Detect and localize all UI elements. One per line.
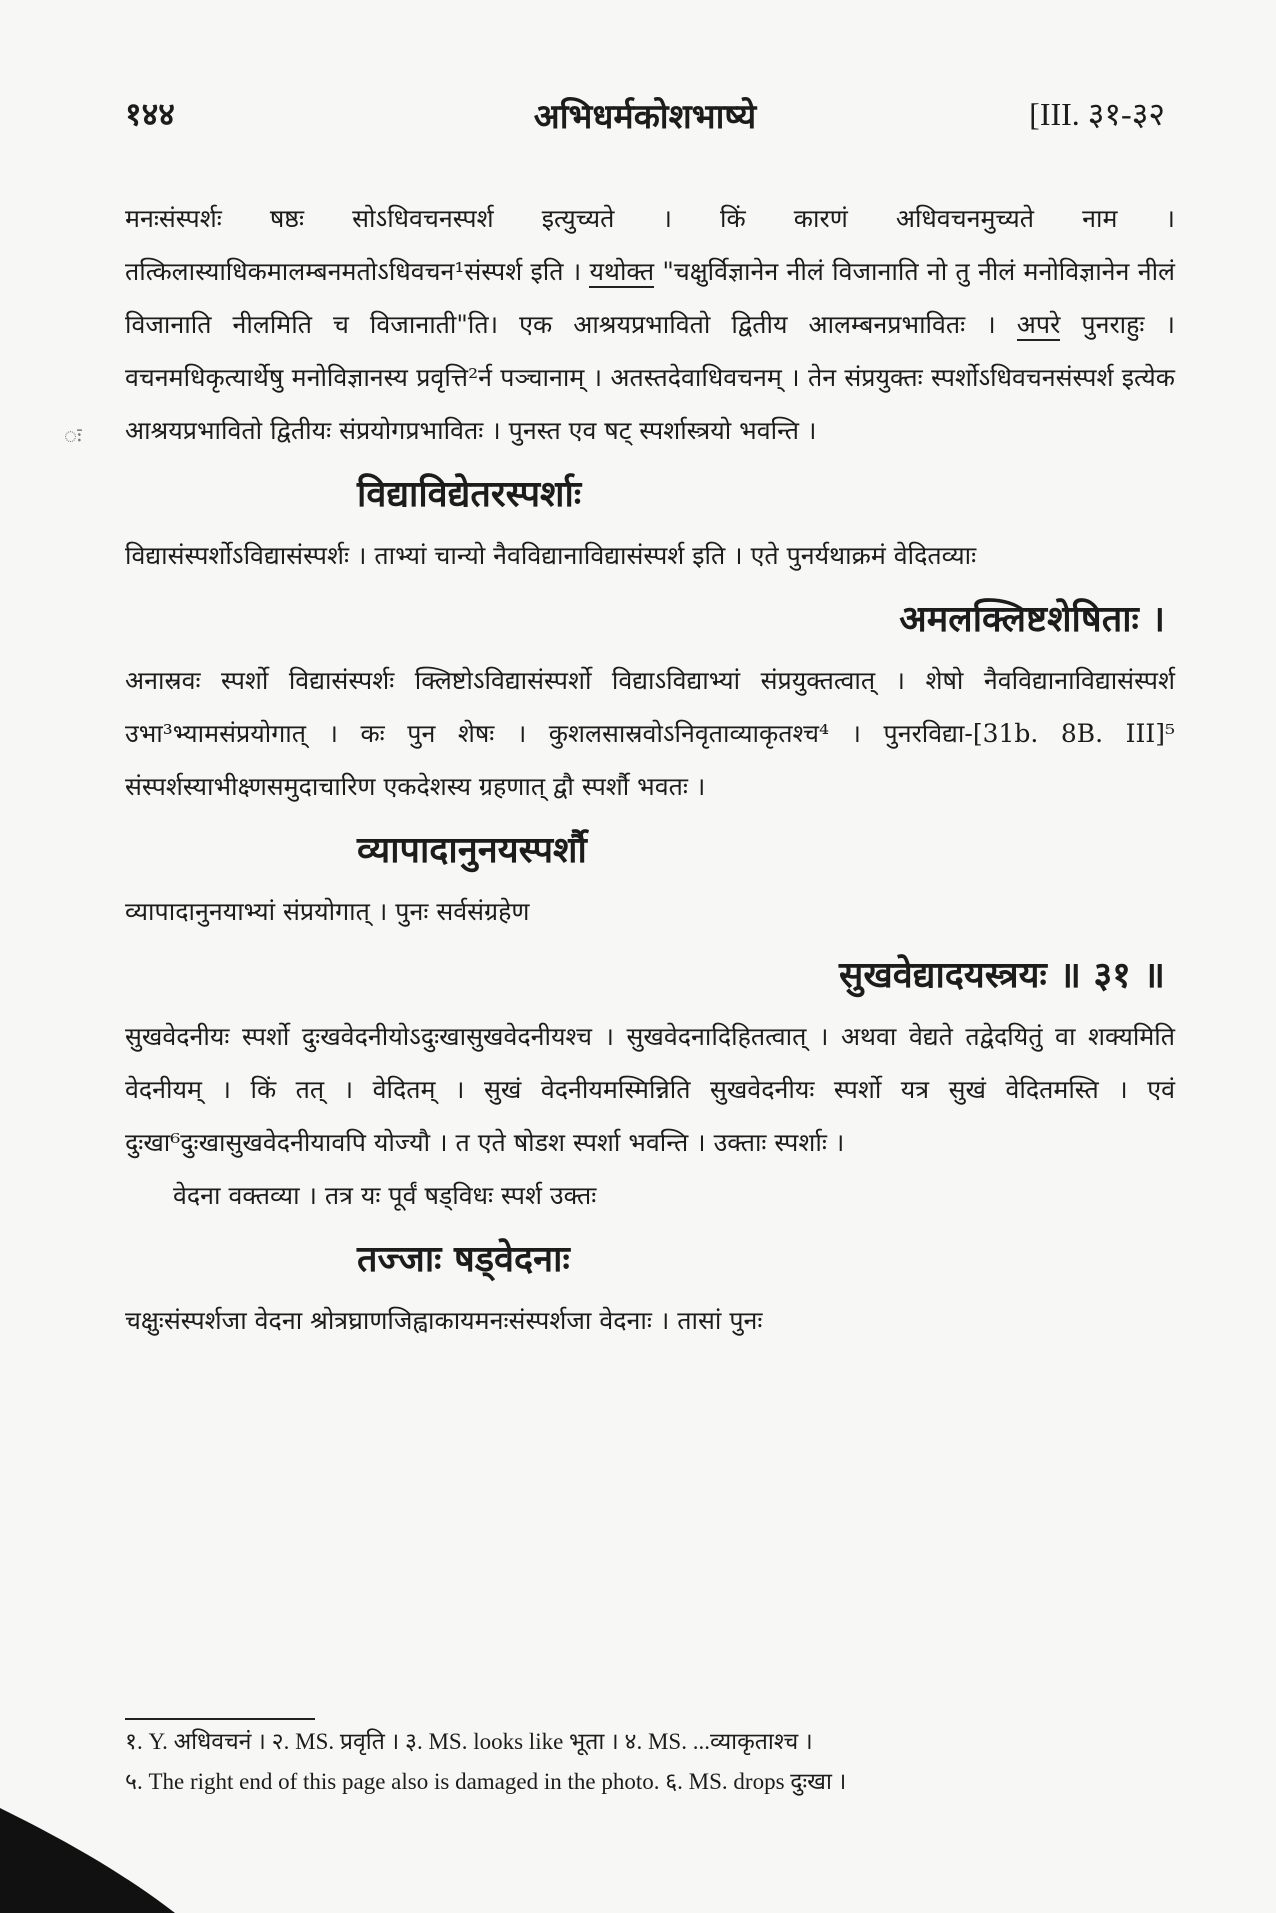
page-damage-shadow [0, 1808, 200, 1913]
verse-heading-1: विद्याविद्येतरस्पर्शाः [357, 473, 582, 515]
paragraph-1 [125, 192, 1175, 457]
verse-heading-2: अमलक्लिष्टशेषिताः । [899, 598, 1165, 640]
verse-heading-4: सुखवेद्यादयस्त्रयः ॥ ३१ ॥ [839, 954, 1165, 996]
paragraph-2: विद्यासंस्पर्शोऽविद्यासंस्पर्शः । ताभ्यां चान्यो नैवविद्यानाविद्यासंस्पर्श इति । एते पुनर्यथाक्रमं वेदितव्याः [125, 541, 977, 570]
footnote-line-1: १. Y. अधिवचनं । २. MS. प्रवृति । ३. MS. looks like भूता । ४. MS. ...व्याकृताश्च । [125, 1729, 813, 1754]
paragraph-1-part-a: मनःसंस्पर्शः षष्ठः सोऽधिवचनस्पर्श इत्युच्यते । किं कारणं अधिवचनमुच्यते नाम । तत्किलास्याधिकमालम्बनमतोऽधिवचन¹संस्पर्श इति । [125, 204, 1175, 286]
footnote-line-2: ५. The right end of this page also is damaged in the photo. ६. MS. drops दुःखा । [125, 1769, 847, 1794]
main-text [125, 192, 1175, 1347]
paragraph-4: व्यापादानुनयाभ्यां संप्रयोगात् । पुनः सर्वसंग्रहेण [125, 897, 530, 926]
underlined-apare: अपरे [1016, 310, 1061, 339]
verse-heading-3: व्यापादानुनयस्पर्शौ [357, 829, 587, 871]
paragraph-7: चक्षुःसंस्पर्शजा वेदना श्रोत्रघ्राणजिह्वाकायमनःसंस्पर्शजा वेदनाः । तासां पुनः [125, 1306, 763, 1335]
paragraph-5: सुखवेदनीयः स्पर्शो दुःखवेदनीयोऽदुःखासुखवेदनीयश्च । सुखवेदनादिहितत्वात् । अथवा वेद्यते तद्वेदयितुं वा शक्यमिति वेदनीयम् । किं तत् । वेदितम् । सुखं वेदनीयमस्मिन्निति सुखवेदनीयः स्पर्शो यत्र सुखं वेदितमस्ति । एवं दुःखा⁶दुःखासुखवेदनीयावपि योज्यौ । त एते षोडश स्पर्शा भवन्ति । उक्ताः स्पर्शाः । [125, 1022, 1175, 1157]
section-reference: [III. ३१-३२ [1029, 96, 1165, 132]
underlined-yathokta: यथोक्त [589, 257, 655, 286]
paragraph-6: वेदना वक्तव्या । तत्र यः पूर्वं षड्विधः स्पर्श उक्तः [173, 1181, 597, 1210]
page-header [125, 92, 1165, 142]
verse-heading-5: तज्जाः षड्वेदनाः [357, 1238, 570, 1280]
footnote-divider [125, 1718, 315, 1720]
paragraph-3: अनास्रवः स्पर्शो विद्यासंस्पर्शः क्लिष्टोऽविद्यासंस्पर्शो विद्याऽविद्याभ्यां संप्रयुक्तत्वात् । शेषो नैवविद्यानाविद्यासंस्पर्श उभा³भ्यामसंप्रयोगात् । कः पुन शेषः । कुशलसास्रवोऽनिवृताव्याकृतश्च⁴ । पुनरविद्या-[31b. 8B. III]⁵ संस्पर्शस्याभीक्ष्णसमुदाचारिण एकदेशस्य ग्रहणात् द्वौ स्पर्शौ भवतः । [125, 666, 1175, 801]
running-title: अभिधर्मकोशभाष्ये [533, 97, 757, 137]
page-number: १४४ [125, 95, 175, 133]
footnotes [125, 1722, 1175, 1802]
paragraph-1-part-b: "चक्षुर्विज्ञानेन नीलं विजानाति नो तु नीलं मनोविज्ञानेन नीलं विजानाति नीलमिति च विजानाती"ति। एक आश्रयप्रभावितो द्वितीय आलम्बनप्रभावितः । [125, 257, 1175, 339]
margin-mark: ः [64, 424, 82, 449]
paragraph-1-part-c: पुनराहुः । वचनमधिकृत्यार्थेषु मनोविज्ञानस्य प्रवृत्ति²र्न पञ्चानाम् । अतस्तदेवाधिवचनम् । तेन संप्रयुक्तः स्पर्शोऽधिवचनसंस्पर्श इत्येक आश्रयप्रभावितो द्वितीयः संप्रयोगप्रभावितः । पुनस्त एव षट् स्पर्शास्त्रयो भवन्ति । [125, 310, 1175, 445]
